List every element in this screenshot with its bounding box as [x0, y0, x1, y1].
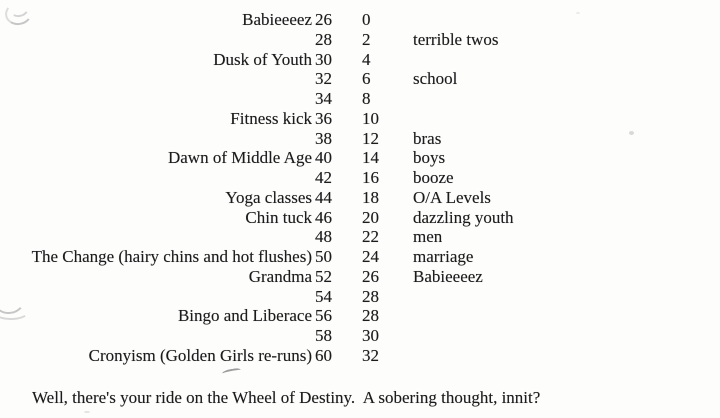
life-stage-label: Fitness kick [230, 108, 312, 128]
table-row [0, 148, 720, 168]
count-value: 4 [362, 49, 371, 69]
count-value: 30 [362, 326, 379, 345]
age-value: 50 [315, 247, 332, 266]
life-stage-label: The Change (hairy chins and hot flushes) [31, 247, 312, 266]
age-value: 38 [315, 128, 332, 148]
age-value: 46 [315, 207, 332, 227]
life-stage-label: Grandma [248, 266, 312, 286]
count-value: 12 [362, 128, 379, 148]
age-value: 36 [315, 108, 332, 128]
table-row [0, 306, 720, 326]
life-stage-label: Dusk of Youth [213, 49, 312, 69]
count-value: 16 [362, 168, 379, 187]
table-row [0, 30, 720, 50]
life-stage-label: Dawn of Middle Age [167, 148, 312, 168]
table-row [0, 10, 720, 30]
count-value: 6 [362, 69, 371, 89]
life-stage-label: Yoga classes [225, 187, 312, 207]
table-row [0, 267, 720, 287]
table-row [0, 247, 720, 267]
age-value: 26 [315, 10, 332, 29]
count-value: 0 [362, 10, 371, 29]
milestone-label: Babieeeez [413, 266, 483, 286]
count-value: 18 [362, 187, 379, 207]
milestone-label: bras [413, 128, 442, 148]
count-value: 8 [362, 89, 371, 108]
table-row [0, 188, 720, 208]
life-stage-label: Cronyism (Golden Girls re-runs) [88, 345, 312, 365]
count-value: 28 [362, 286, 379, 306]
table-row [0, 346, 720, 366]
table-row [0, 109, 720, 129]
milestone-label: booze [413, 168, 454, 187]
milestone-label: school [413, 69, 458, 89]
count-value: 14 [362, 148, 379, 168]
count-value: 26 [362, 266, 379, 286]
milestone-label: marriage [413, 247, 474, 266]
count-value: 28 [362, 306, 379, 326]
age-value: 60 [315, 345, 332, 365]
table-row [0, 326, 720, 346]
count-value: 2 [362, 29, 371, 49]
table-row [0, 50, 720, 70]
age-value: 28 [315, 29, 332, 49]
table-row [0, 227, 720, 247]
age-value: 30 [315, 49, 332, 69]
age-value: 44 [315, 187, 332, 207]
life-stage-label: Bingo and Liberace [177, 306, 312, 326]
count-value: 20 [362, 207, 379, 227]
table-row [0, 89, 720, 109]
age-value: 56 [315, 306, 332, 326]
life-stage-label: Babieeeez [242, 10, 312, 29]
age-value: 58 [315, 326, 332, 345]
count-value: 24 [362, 247, 379, 266]
age-value: 42 [315, 168, 332, 187]
milestone-label: terrible twos [413, 29, 499, 49]
life-stage-label: Chin tuck [245, 207, 312, 227]
count-value: 32 [362, 345, 379, 365]
wheel-of-destiny-table [0, 10, 720, 366]
table-row [0, 129, 720, 149]
table-row [0, 69, 720, 89]
milestone-label: O/A Levels [413, 187, 491, 207]
age-value: 32 [315, 69, 332, 89]
table-row [0, 287, 720, 307]
age-value: 34 [315, 89, 332, 108]
count-value: 10 [362, 108, 379, 128]
milestone-label: dazzling youth [413, 207, 514, 227]
closing-remark: Well, there's your ride on the Wheel of Destiny. A sobering thought, innit? [32, 388, 541, 407]
milestone-label: boys [413, 148, 446, 168]
table-row [0, 168, 720, 188]
scan-speckle [84, 411, 90, 413]
age-value: 52 [315, 266, 332, 286]
pen-tick-mark [222, 367, 242, 376]
age-value: 54 [315, 286, 332, 306]
milestone-label: men [413, 227, 443, 247]
table-row [0, 208, 720, 228]
age-value: 48 [315, 227, 332, 247]
age-value: 40 [315, 148, 332, 168]
count-value: 22 [362, 227, 379, 247]
